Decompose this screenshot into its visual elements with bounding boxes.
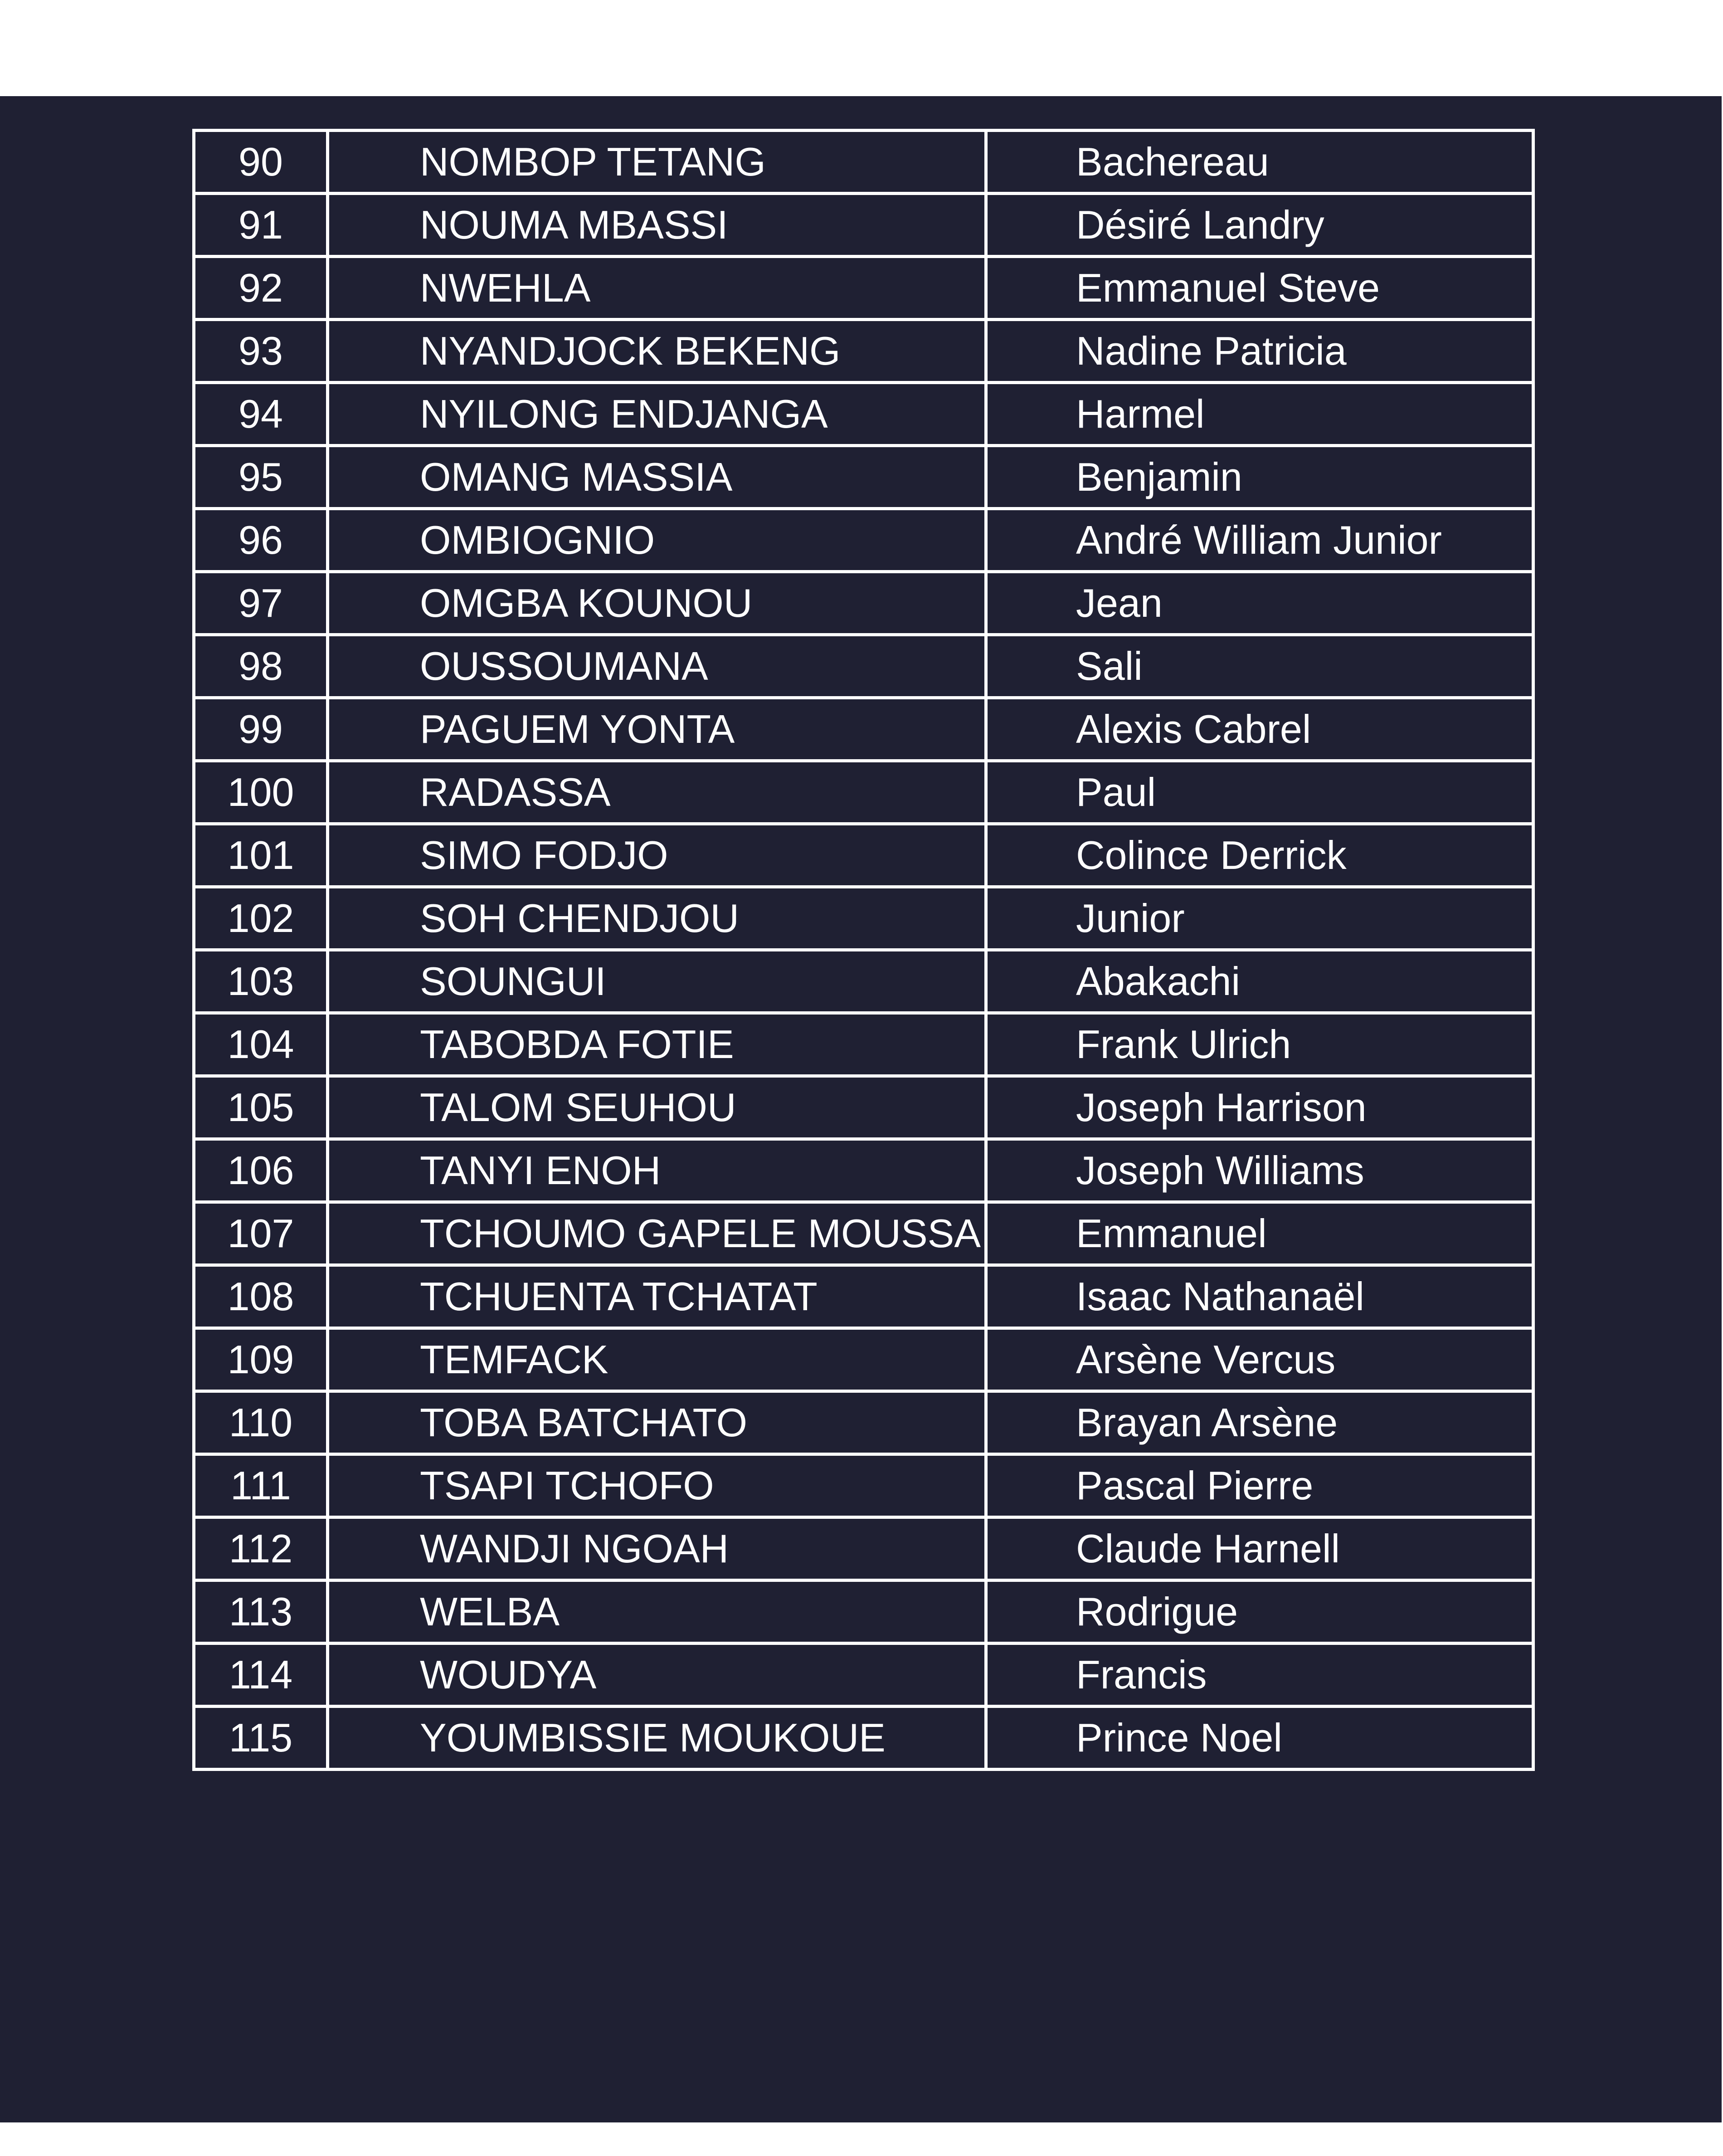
- row-number: 91: [194, 194, 328, 257]
- table-row: [194, 698, 1533, 761]
- row-number: 108: [194, 1265, 328, 1328]
- last-name: TOBA BATCHATO: [328, 1391, 986, 1454]
- first-name: André William Junior: [986, 509, 1533, 572]
- first-name: Bachereau: [986, 131, 1533, 194]
- last-name: WANDJI NGOAH: [328, 1517, 986, 1580]
- row-number: 93: [194, 320, 328, 383]
- row-number: 104: [194, 1013, 328, 1076]
- first-name: Joseph Harrison: [986, 1076, 1533, 1139]
- row-number: 103: [194, 950, 328, 1013]
- row-number: 95: [194, 446, 328, 509]
- last-name: SIMO FODJO: [328, 824, 986, 887]
- table-row: [194, 1202, 1533, 1265]
- first-name: Junior: [986, 887, 1533, 950]
- first-name: Désiré Landry: [986, 194, 1533, 257]
- table-row: [194, 383, 1533, 446]
- first-name: Francis: [986, 1644, 1533, 1707]
- row-number: 101: [194, 824, 328, 887]
- last-name: PAGUEM YONTA: [328, 698, 986, 761]
- first-name: Prince Noel: [986, 1707, 1533, 1770]
- table-row: [194, 509, 1533, 572]
- first-name: Jean: [986, 572, 1533, 635]
- last-name: YOUMBISSIE MOUKOUE: [328, 1707, 986, 1770]
- last-name: NOMBOP TETANG: [328, 131, 986, 194]
- row-number: 115: [194, 1707, 328, 1770]
- table-row: [194, 1076, 1533, 1139]
- last-name: TEMFACK: [328, 1328, 986, 1391]
- first-name: Rodrigue: [986, 1580, 1533, 1644]
- first-name: Alexis Cabrel: [986, 698, 1533, 761]
- last-name: RADASSA: [328, 761, 986, 824]
- row-number: 94: [194, 383, 328, 446]
- first-name: Arsène Vercus: [986, 1328, 1533, 1391]
- row-number: 110: [194, 1391, 328, 1454]
- table-row: [194, 1707, 1533, 1770]
- row-number: 90: [194, 131, 328, 194]
- table-row: [194, 635, 1533, 698]
- first-name: Benjamin: [986, 446, 1533, 509]
- first-name: Nadine Patricia: [986, 320, 1533, 383]
- last-name: OUSSOUMANA: [328, 635, 986, 698]
- table-row: [194, 887, 1533, 950]
- row-number: 107: [194, 1202, 328, 1265]
- row-number: 97: [194, 572, 328, 635]
- row-number: 105: [194, 1076, 328, 1139]
- row-number: 106: [194, 1139, 328, 1202]
- table-row: [194, 1391, 1533, 1454]
- table-row: [194, 1517, 1533, 1580]
- last-name: TCHUENTA TCHATAT: [328, 1265, 986, 1328]
- first-name: Isaac Nathanaël: [986, 1265, 1533, 1328]
- table-row: [194, 446, 1533, 509]
- roster-table: [192, 129, 1535, 1771]
- first-name: Harmel: [986, 383, 1533, 446]
- row-number: 102: [194, 887, 328, 950]
- first-name: Frank Ulrich: [986, 1013, 1533, 1076]
- table-row: [194, 1454, 1533, 1517]
- last-name: OMANG MASSIA: [328, 446, 986, 509]
- last-name: NWEHLA: [328, 257, 986, 320]
- page-bottom-margin: [0, 2122, 1723, 2156]
- table-row: [194, 1139, 1533, 1202]
- table-row: [194, 824, 1533, 887]
- last-name: SOUNGUI: [328, 950, 986, 1013]
- table-row: [194, 131, 1533, 194]
- last-name: TSAPI TCHOFO: [328, 1454, 986, 1517]
- table-row: [194, 257, 1533, 320]
- first-name: Claude Harnell: [986, 1517, 1533, 1580]
- first-name: Emmanuel Steve: [986, 257, 1533, 320]
- last-name: NOUMA MBASSI: [328, 194, 986, 257]
- table-row: [194, 572, 1533, 635]
- last-name: OMBIOGNIO: [328, 509, 986, 572]
- last-name: WOUDYA: [328, 1644, 986, 1707]
- first-name: Paul: [986, 761, 1533, 824]
- first-name: Joseph Williams: [986, 1139, 1533, 1202]
- table-row: [194, 1644, 1533, 1707]
- page-top-margin: [0, 0, 1723, 96]
- first-name: Sali: [986, 635, 1533, 698]
- row-number: 111: [194, 1454, 328, 1517]
- first-name: Pascal Pierre: [986, 1454, 1533, 1517]
- last-name: NYILONG ENDJANGA: [328, 383, 986, 446]
- row-number: 112: [194, 1517, 328, 1580]
- last-name: TALOM SEUHOU: [328, 1076, 986, 1139]
- row-number: 99: [194, 698, 328, 761]
- row-number: 100: [194, 761, 328, 824]
- last-name: SOH CHENDJOU: [328, 887, 986, 950]
- row-number: 92: [194, 257, 328, 320]
- table-row: [194, 1265, 1533, 1328]
- table-row: [194, 1328, 1533, 1391]
- last-name: TANYI ENOH: [328, 1139, 986, 1202]
- table-row: [194, 320, 1533, 383]
- table-row: [194, 1013, 1533, 1076]
- first-name: Colince Derrick: [986, 824, 1533, 887]
- roster-table-body: [194, 131, 1533, 1770]
- row-number: 113: [194, 1580, 328, 1644]
- first-name: Abakachi: [986, 950, 1533, 1013]
- table-row: [194, 194, 1533, 257]
- last-name: WELBA: [328, 1580, 986, 1644]
- last-name: TABOBDA FOTIE: [328, 1013, 986, 1076]
- first-name: Brayan Arsène: [986, 1391, 1533, 1454]
- last-name: NYANDJOCK BEKENG: [328, 320, 986, 383]
- last-name: TCHOUMO GAPELE MOUSSA: [328, 1202, 986, 1265]
- table-row: [194, 950, 1533, 1013]
- first-name: Emmanuel: [986, 1202, 1533, 1265]
- last-name: OMGBA KOUNOU: [328, 572, 986, 635]
- row-number: 96: [194, 509, 328, 572]
- row-number: 109: [194, 1328, 328, 1391]
- row-number: 98: [194, 635, 328, 698]
- table-row: [194, 761, 1533, 824]
- table-row: [194, 1580, 1533, 1644]
- row-number: 114: [194, 1644, 328, 1707]
